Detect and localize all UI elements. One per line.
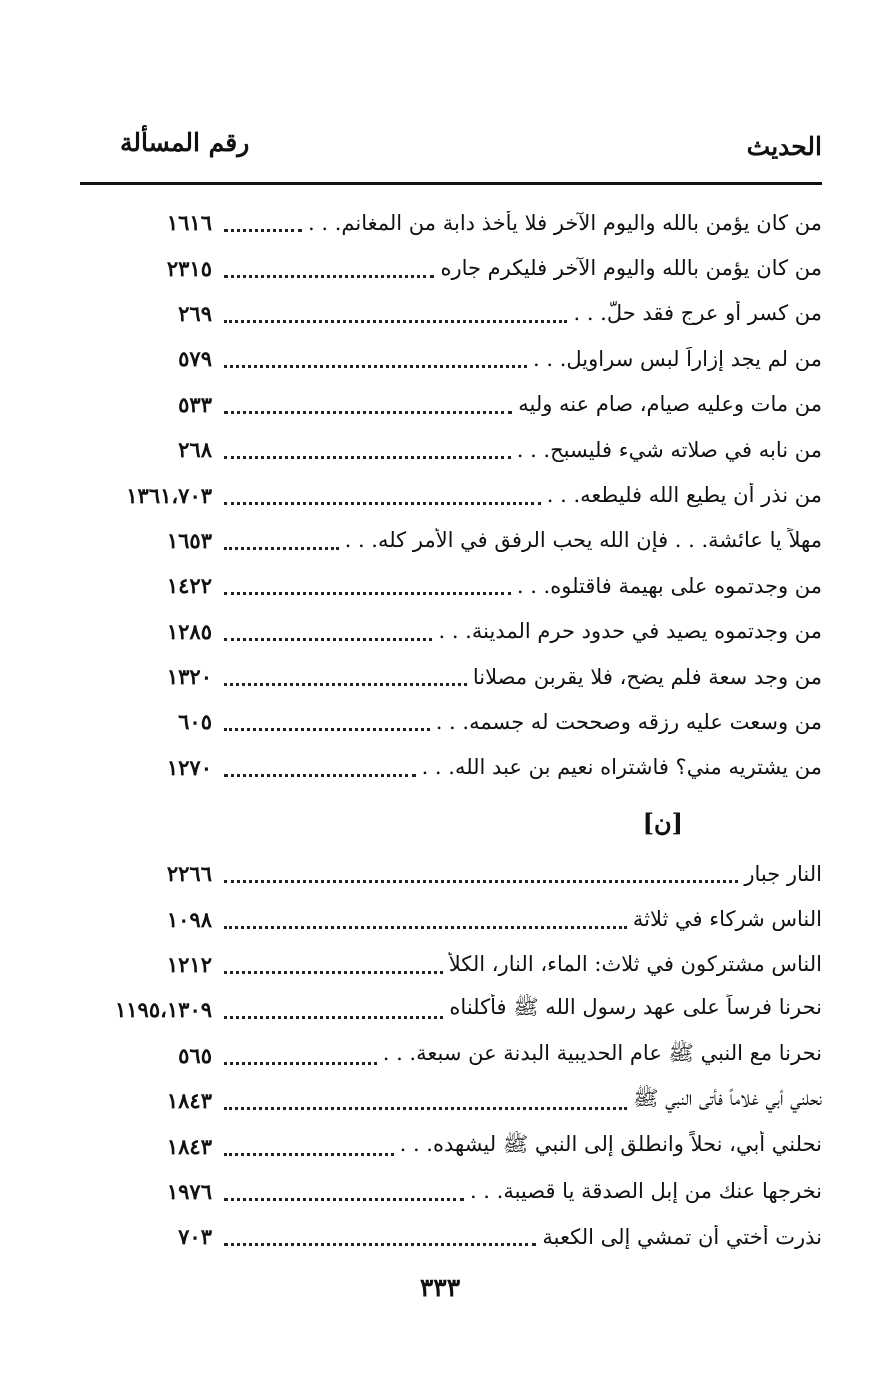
dot-leader (224, 391, 512, 414)
hadith-text: نذرت أختي أن تمشي إلى الكعبة (542, 1224, 822, 1249)
index-entry (80, 427, 822, 472)
index-entry (80, 1214, 822, 1259)
dot-leader (224, 527, 339, 550)
hadith-text: الناس شركاء في ثلاثة (632, 907, 822, 932)
issue-number: ٥٧٩ (178, 346, 212, 372)
issue-number: ١٢٨٥ (166, 618, 212, 644)
hadith-text: نحلني أبي، نحلاً وانطلق إلى النبي ﷺ ليشهده. . . (399, 1131, 822, 1156)
hadith-text: من كان يؤمن بالله واليوم الآخر فلا يأخذ دابة من المغانم. . . (308, 210, 822, 235)
dot-leader (224, 1087, 627, 1110)
index-entry (80, 851, 822, 896)
issue-number: ٧٠٣ (178, 1224, 212, 1250)
issue-number: ١٨٤٣ (166, 1088, 212, 1114)
issue-number: ١٠٩٨ (166, 906, 212, 932)
dot-leader (224, 996, 443, 1019)
hadith-text: من يشتريه مني؟ فاشتراه نعيم بن عبد الله. . . (421, 755, 822, 780)
issue-number: ٢٦٨ (178, 437, 212, 463)
index-entry (80, 1123, 822, 1168)
hadith-text: من وسعت عليه رزقه وصححت له جسمه. . . (435, 709, 822, 734)
issue-number: ١٦١٦ (166, 210, 212, 236)
dot-leader (224, 906, 627, 929)
issue-number: ١٦٥٣ (166, 527, 212, 553)
index-entry (80, 987, 822, 1032)
index-entry (80, 245, 822, 290)
dot-leader (224, 1133, 394, 1156)
dot-leader (224, 482, 541, 505)
index-entry (80, 699, 822, 744)
hadith-text: نحلني أبي غلاماً فأتى النبي ﷺ (633, 1086, 822, 1111)
issue-number: ١٢٧٠ (166, 754, 212, 780)
index-entry (80, 382, 822, 427)
dot-leader (224, 209, 302, 232)
issue-number: ١٨٤٣ (166, 1133, 212, 1159)
entries-section-two (80, 851, 822, 1260)
hadith-text: من نذر أن يطيع الله فليطعه. . . (546, 483, 822, 508)
index-entry (80, 1033, 822, 1078)
dot-leader (224, 951, 443, 974)
hadith-text: من نابه في صلاته شيء فليسبح. . . (516, 437, 822, 462)
hadith-text: نحرنا مع النبي ﷺ عام الحديبية البدنة عن سبعة. . . (382, 1040, 822, 1065)
hadith-text: من وجدتموه على بهيمة فاقتلوه. . . (516, 573, 822, 598)
issue-number: ١٩٧٦ (166, 1178, 212, 1204)
issue-number: ٥٣٣ (178, 391, 212, 417)
hadith-text: الناس مشتركون في ثلاث: الماء، النار، الكلأ (448, 952, 822, 977)
issue-number: ٦٠٥ (178, 709, 212, 735)
hadith-text: من مات وعليه صيام، صام عنه وليه (518, 392, 822, 417)
hadith-text: من وجد سعة فلم يضح، فلا يقربن مصلانا (472, 664, 822, 689)
issue-number: ١٢١٢ (166, 951, 212, 977)
table-header (80, 128, 822, 168)
index-entry (80, 291, 822, 336)
index-entry (80, 654, 822, 699)
index-entry (80, 745, 822, 790)
issue-number: ٢٦٩ (178, 300, 212, 326)
dot-leader (224, 255, 434, 278)
issue-number: ٢٣١٥ (166, 255, 212, 281)
hadith-text: النار جبار (744, 861, 822, 886)
hadith-text: مهلاً يا عائشة. . . فإن الله يحب الرفق في الأمر كله. . . (344, 528, 822, 553)
hadith-text: من وجدتموه يصيد في حدود حرم المدينة. . . (438, 619, 822, 644)
dot-leader (224, 663, 467, 686)
index-entry (80, 472, 822, 517)
number-column-heading: رقم المسألة (120, 128, 250, 157)
index-entry (80, 942, 822, 987)
issue-number: ٢٢٦٦ (166, 861, 212, 887)
hadith-text: نحرنا فرساً على عهد رسول الله ﷺ فأكلناه (449, 995, 822, 1020)
issue-number: ١٤٢٢ (166, 573, 212, 599)
section-letter-heading: [ن] (642, 808, 683, 837)
hadith-column-heading: الحديث (746, 132, 822, 161)
dot-leader (224, 1223, 536, 1246)
hadith-text: نخرجها عنك من إبل الصدقة يا قصيبة. . . (469, 1179, 822, 1204)
issue-number: ١١٩٥،١٣٠٩ (114, 997, 212, 1023)
index-entry (80, 896, 822, 941)
index-entry (80, 609, 822, 654)
page-number: ٣٣٣ (419, 1273, 461, 1302)
dot-leader (224, 860, 738, 883)
dot-leader (224, 572, 511, 595)
index-entry (80, 200, 822, 245)
dot-leader (224, 300, 567, 323)
dot-leader (224, 436, 511, 459)
issue-number: ١٣٢٠ (166, 664, 212, 690)
issue-number: ١٣٦١،٧٠٣ (126, 482, 212, 508)
hadith-text: من كان يؤمن بالله واليوم الآخر فليكرم جاره (440, 256, 822, 281)
index-entry (80, 563, 822, 608)
dot-leader (224, 1042, 377, 1065)
entries-section-one (80, 200, 822, 790)
issue-number: ٥٦٥ (178, 1042, 212, 1068)
header-rule (80, 182, 822, 185)
index-entry (80, 1169, 822, 1214)
index-entry (80, 518, 822, 563)
dot-leader (224, 754, 416, 777)
dot-leader (224, 708, 430, 731)
hadith-text: من لم يجد إزاراً لبس سراويل. . . (533, 346, 822, 371)
dot-leader (224, 345, 527, 368)
index-entry (80, 1078, 822, 1123)
index-entry (80, 336, 822, 381)
hadith-text: من كسر أو عرج فقد حلّ. . . (573, 301, 822, 326)
dot-leader (224, 618, 432, 641)
dot-leader (224, 1178, 464, 1201)
